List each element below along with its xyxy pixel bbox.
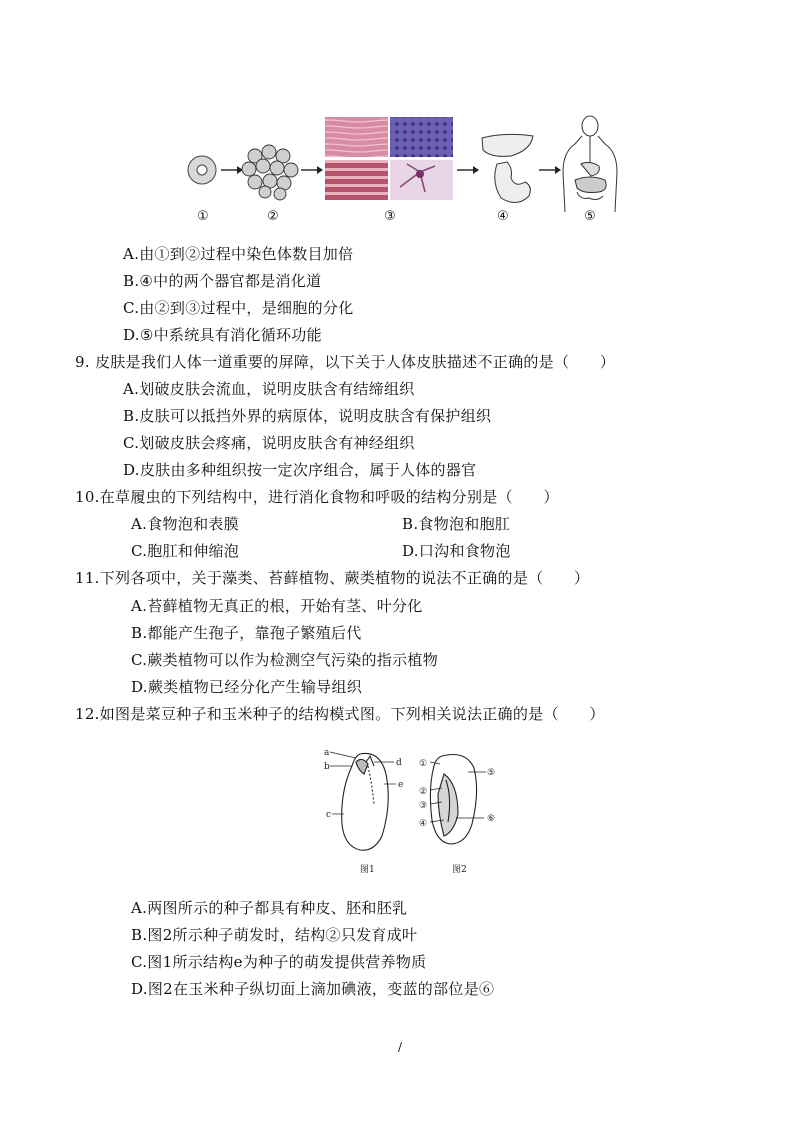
q11-option-a: A.苔藓植物无真正的根，开始有茎、叶分化 bbox=[131, 597, 423, 615]
fig2-caption: 图2 bbox=[452, 865, 467, 875]
q12-option-d: D.图2在玉米种子纵切面上滴加碘液，变蓝的部位是⑥ bbox=[131, 980, 495, 998]
q10-option-a: A.食物泡和表膜 bbox=[131, 515, 240, 533]
structure-levels-drawing bbox=[185, 112, 635, 224]
q8-option-c: C.由②到③过程中，是细胞的分化 bbox=[123, 299, 354, 317]
q9-stem: 9. 皮肤是我们人体一道重要的屏障，以下关于人体皮肤描述不正确的是（ ） bbox=[75, 353, 616, 371]
fig1-caption: 图1 bbox=[360, 865, 375, 875]
q11-option-c: C.蕨类植物可以作为检测空气污染的指示植物 bbox=[131, 651, 439, 669]
human-digestive-system-image bbox=[563, 116, 617, 212]
fig2-label-4: ④ bbox=[419, 819, 428, 829]
q11-option-b: B.都能产生孢子，靠孢子繁殖后代 bbox=[131, 624, 362, 642]
q12-stem: 12.如图是菜豆种子和玉米种子的结构模式图。下列相关说法正确的是（ ） bbox=[75, 705, 605, 723]
arrow-icon bbox=[317, 166, 323, 174]
cell-cluster-image bbox=[242, 145, 298, 200]
single-cell-image bbox=[188, 156, 216, 184]
q11-stem: 11.下列各项中，关于藻类、苔藓植物、蕨类植物的说法不正确的是（ ） bbox=[75, 569, 590, 587]
bean-seed-image bbox=[330, 752, 396, 850]
arrow-icon bbox=[555, 166, 561, 174]
q10-stem: 10.在草履虫的下列结构中，进行消化食物和呼吸的结构分别是（ ） bbox=[75, 488, 559, 506]
q9-option-d: D.皮肤由多种组织按一定次序组合，属于人体的器官 bbox=[123, 461, 477, 479]
seed-structure-drawing bbox=[318, 744, 508, 878]
q12-option-a: A.两图所示的种子都具有种皮、胚和胚乳 bbox=[131, 899, 408, 917]
q12-option-b: B.图2所示种子萌发时，结构②只发育成叶 bbox=[131, 926, 418, 944]
q10-option-b: B.食物泡和胞肛 bbox=[402, 515, 511, 533]
q10-option-c: C.胞肛和伸缩泡 bbox=[131, 542, 240, 560]
q11-option-d: D.蕨类植物已经分化产生输导组织 bbox=[131, 678, 363, 696]
figure1-label-3: ③ bbox=[384, 209, 396, 224]
fig2-label-1: ① bbox=[419, 759, 428, 769]
q10-option-d: D.口沟和食物泡 bbox=[402, 542, 511, 560]
fig1-label-a: a bbox=[324, 748, 330, 758]
structure-levels-figure bbox=[185, 112, 635, 224]
corn-seed-image bbox=[430, 755, 486, 845]
fig1-label-d: d bbox=[396, 758, 402, 768]
fig2-label-6: ⑥ bbox=[487, 814, 496, 824]
seed-structure-figure bbox=[318, 744, 508, 878]
q9-option-b: B.皮肤可以抵挡外界的病原体，说明皮肤含有保护组织 bbox=[123, 407, 492, 425]
figure1-label-4: ④ bbox=[497, 209, 509, 224]
q9-option-c: C.划破皮肤会疼痛，说明皮肤含有神经组织 bbox=[123, 434, 415, 452]
fig1-label-e: e bbox=[398, 780, 404, 790]
q8-option-d: D.⑤中系统具有消化循环功能 bbox=[123, 326, 322, 344]
arrow-icon bbox=[473, 166, 479, 174]
q12-option-c: C.图1所示结构e为种子的萌发提供营养物质 bbox=[131, 953, 427, 971]
fig2-label-5: ⑤ bbox=[487, 768, 496, 778]
figure1-label-2: ② bbox=[267, 209, 279, 224]
figure1-label-5: ⑤ bbox=[584, 209, 596, 224]
fig2-label-2: ② bbox=[419, 787, 428, 797]
fig2-label-3: ③ bbox=[419, 801, 428, 811]
organ-images bbox=[482, 134, 533, 202]
fig1-label-c: c bbox=[326, 810, 332, 820]
q8-option-b: B.④中的两个器官都是消化道 bbox=[123, 272, 322, 290]
page-number: / bbox=[398, 1040, 403, 1054]
figure1-label-1: ① bbox=[197, 209, 209, 224]
fig1-label-b: b bbox=[324, 762, 330, 772]
q9-option-a: A.划破皮肤会流血，说明皮肤含有结缔组织 bbox=[123, 380, 415, 398]
q8-option-a: A.由①到②过程中染色体数目加倍 bbox=[123, 245, 354, 263]
tissue-images bbox=[325, 117, 453, 200]
